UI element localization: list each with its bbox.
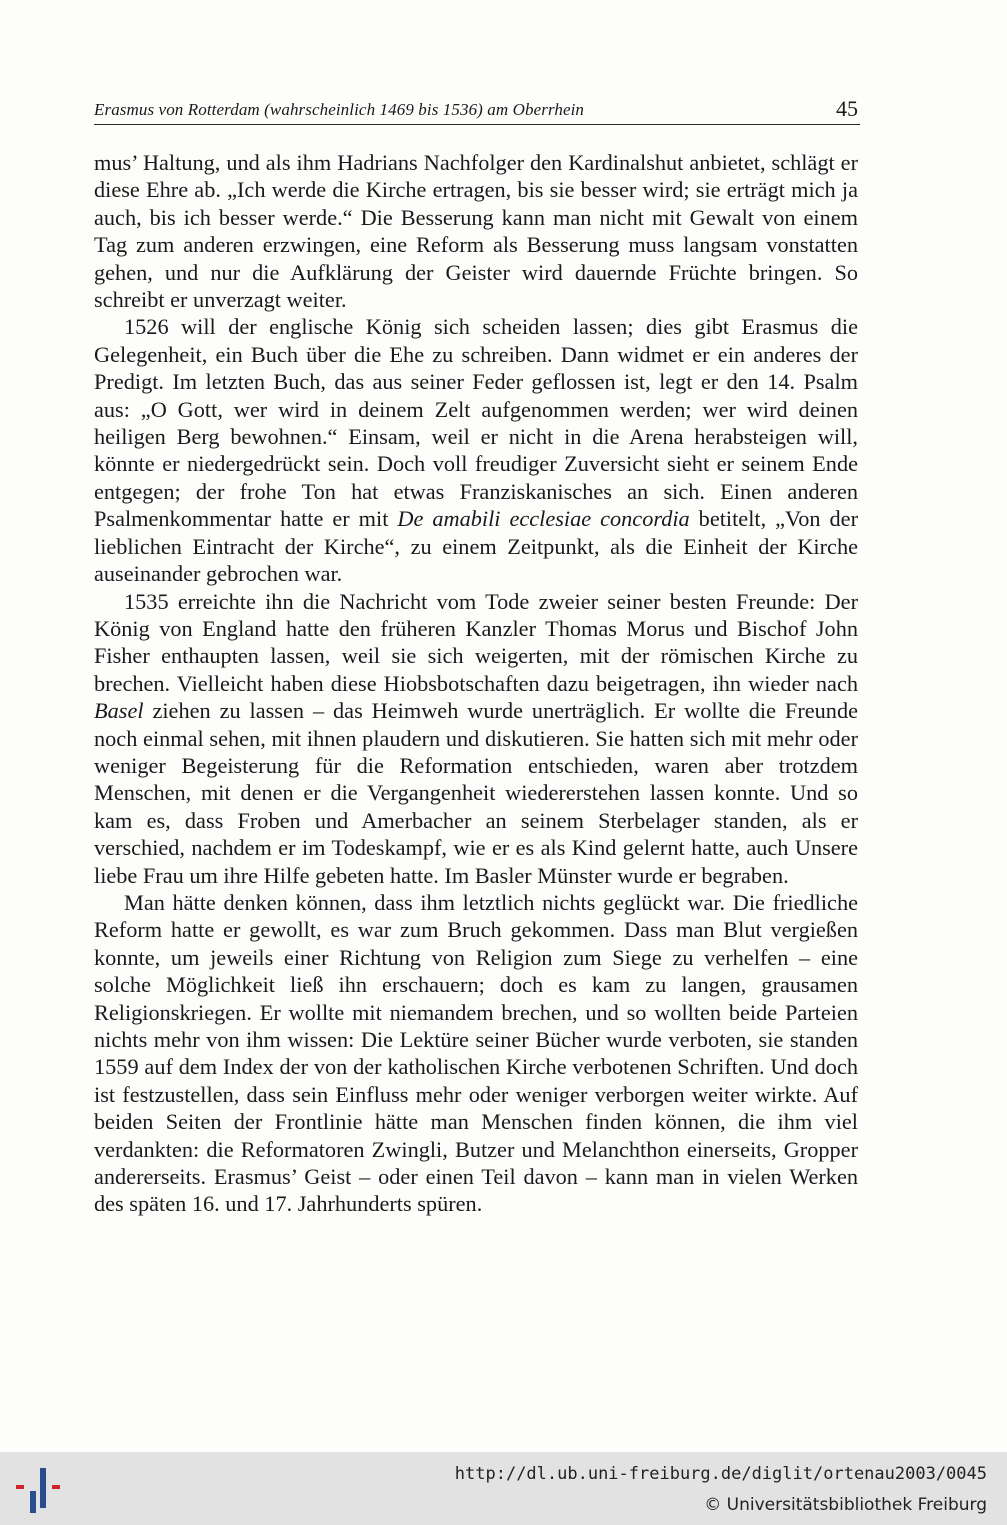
body-text xyxy=(94,149,858,1218)
source-url-link[interactable]: http://dl.ub.uni-freiburg.de/diglit/ortenau2003/0045 xyxy=(454,1464,987,1484)
library-logo-icon[interactable] xyxy=(12,1464,64,1516)
place-name-italic: Basel xyxy=(94,698,144,724)
page-number: 45 xyxy=(836,96,858,121)
running-title: Erasmus von Rotterdam (wahrscheinlich 1469 bis 1536) am Oberrhein xyxy=(94,100,585,119)
text-segment: mus’ Haltung, und als ihm Hadrians Nachfolger den Kardinalshut anbietet, schlägt er diese Ehre ab. „Ich werde die Kirche ertragen, bis sie besser wird; sie erträgt mich ja auch, bis ich besser werde.“ Die Besserung kann man nicht mit Gewalt von einem Tag zum anderen erzwingen, eine Reform als Besserung muss langsam vonstatten gehen, und nur die Aufklärung der Geister wird dauernde Früchte bringen. So schreibt er unverzagt weiter. xyxy=(94,150,858,313)
book-title-italic: De amabili ecclesiae concordia xyxy=(397,506,690,532)
text-segment: betitelt, „Von der lieblichen Eintracht der Kirche“, zu einem Zeitpunkt, als die Einheit der Kirche auseinander gebrochen war. xyxy=(94,506,858,587)
copyright-notice: © Universitätsbibliothek Freiburg xyxy=(704,1495,987,1515)
paragraph xyxy=(94,313,858,587)
paragraph xyxy=(94,889,858,1218)
running-header xyxy=(94,96,860,125)
footer-bar xyxy=(0,1452,1007,1525)
paragraph xyxy=(94,588,858,889)
text-segment: ziehen zu lassen – das Heimweh wurde unerträglich. Er wollte die Freunde noch einmal sehen, mit ihnen plaudern und diskutieren. Sie hatten sich mit mehr oder weniger Begeisterung für die Reformation entschieden, waren aber trotzdem Menschen, mit denen er die Vergangenheit wiedererstehen lassen konnte. Und so kam es, dass Froben und Amerbacher an seinem Sterbelager standen, als er verschied, nachdem er im Todeskampf, wie er es als Kind gelernt hatte, auch Unsere liebe Frau um ihre Hilfe gebeten hatte. Im Basler Münster wurde er begraben. xyxy=(94,698,858,888)
text-segment: 1526 will der englische König sich scheiden lassen; dies gibt Erasmus die Gelegenheit, ein Buch über die Ehe zu schreiben. Dann widmet er ein anderes der Predigt. Im letzten Buch, das aus seiner Feder geflossen ist, legt er den 14. Psalm aus: „O Gott, wer wird in deinem Zelt aufgenommen werden; wer wird deinen heiligen Berg bewohnen.“ Einsam, weil er nicht in die Arena herabsteigen will, könnte er niedergedrückt sein. Doch voll freudiger Zuversicht sieht er seinem Ende entgegen; der frohe Ton hat etwas Franziskanisches an sich. Einen anderen Psalmenkommentar hatte er mit xyxy=(94,314,858,532)
text-segment: Man hätte denken können, dass ihm letztlich nichts geglückt war. Die friedliche Reform hatte er gewollt, es war zum Bruch gekommen. Dass man Blut vergießen konnte, um jeweils einer Richtung von Religion zum Siege zu verhelfen – eine solche Möglichkeit ließ ihn erschauern; doch es kam zu langen, grausamen Religionskriegen. Er wollte mit niemandem brechen, und so wollten beide Parteien nichts mehr von ihm wissen: Die Lektüre seiner Bücher wurde verboten, sie standen 1559 auf dem Index der von der katholischen Kirche verbotenen Schriften. Und doch ist festzustellen, dass sein Einfluss mehr oder weniger verborgen weiter wirkte. Auf beiden Seiten der Frontlinie hätte man Menschen finden können, die ihm viel verdankten: die Reformatoren Zwingli, Butzer und Melanchthon einerseits, Gropper andererseits. Erasmus’ Geist – oder einen Teil davon – kann man in vielen Werken des späten 16. und 17. Jahrhunderts spüren. xyxy=(94,889,858,1217)
text-segment: 1535 erreichte ihn die Nachricht vom Tode zweier seiner besten Freunde: Der König von England hatte den früheren Kanzler Thomas Morus und Bischof John Fisher enthaupten lassen, weil sie sich weigerten, mit der römischen Kirche zu brechen. Vielleicht haben diese Hiobsbotschaften dazu beigetragen, ihn wieder nach xyxy=(94,588,858,696)
paragraph xyxy=(94,149,858,313)
